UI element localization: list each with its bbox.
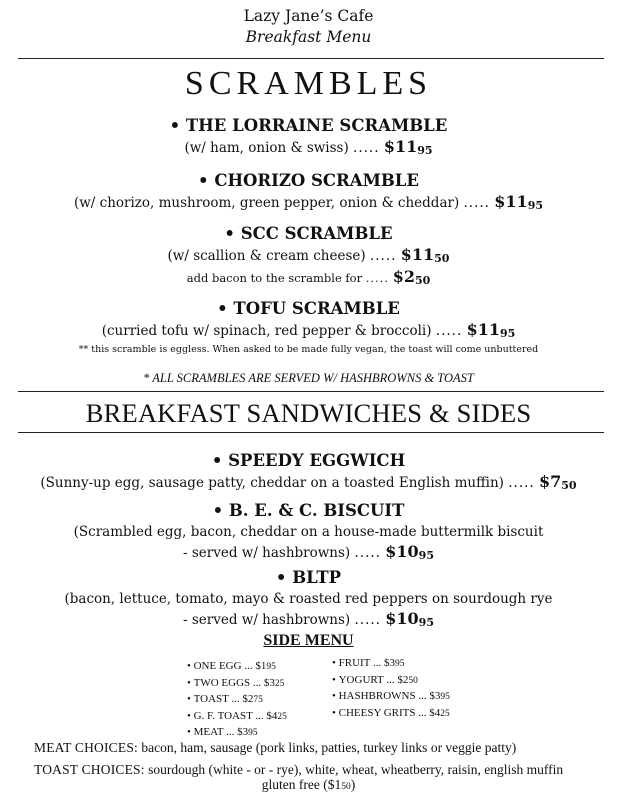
item-price: $1195 <box>466 320 516 340</box>
menu-item-scc-scramble <box>0 223 617 289</box>
item-name: • SCC SCRAMBLE <box>224 224 393 243</box>
meat-choices-label: MEAT CHOICES: <box>34 740 138 755</box>
meat-choices-text: bacon, ham, sausage (pork links, patties, turkey links or veggie patty) <box>141 740 517 755</box>
item-price: $750 <box>539 472 577 492</box>
menu-item-lorraine-scramble <box>0 115 617 159</box>
price-leader: ..... <box>354 612 381 628</box>
menu-title: Breakfast Menu <box>245 28 372 46</box>
item-price: $1095 <box>385 542 434 562</box>
item-name: • CHORIZO SCRAMBLE <box>198 171 419 190</box>
item-description-line <box>0 542 617 564</box>
menu-item-tofu-scramble <box>0 298 617 358</box>
item-description-line <box>0 320 617 342</box>
addon-line <box>0 267 617 289</box>
side-item: • HASHBROWNS ... $395 <box>332 689 450 706</box>
side-item: • MEAT ... $395 <box>187 725 287 742</box>
item-description: (Sunny-up egg, sausage patty, cheddar on a toasted English muffin) <box>40 475 504 491</box>
side-item: • ONE EGG ... $195 <box>187 659 287 676</box>
scrambles-heading: SCRAMBLES <box>184 65 433 102</box>
item-price: $1195 <box>383 137 433 157</box>
side-menu-left-column <box>187 659 287 742</box>
item-name: • SPEEDY EGGWICH <box>211 451 406 470</box>
item-name: • B. E. & C. BISCUIT <box>212 501 405 520</box>
item-description: (w/ chorizo, mushroom, green pepper, onion & cheddar) <box>73 195 460 211</box>
side-item: • G. F. TOAST ... $425 <box>187 709 287 726</box>
item-name: • TOFU SCRAMBLE <box>217 299 400 318</box>
price-leader: ..... <box>435 323 463 339</box>
side-item: • FRUIT ... $395 <box>332 656 450 673</box>
item-description-line <box>0 609 617 631</box>
item-name: • THE LORRAINE SCRAMBLE <box>169 116 448 135</box>
price-leader: ..... <box>508 475 535 491</box>
menu-header <box>0 6 617 48</box>
side-item: • YOGURT ... $250 <box>332 673 450 690</box>
item-price: $1195 <box>494 192 543 212</box>
eggless-note: ** this scramble is eggless. When asked to be made fully vegan, the toast will come unbuttered <box>78 344 539 355</box>
item-price: $1150 <box>400 245 450 265</box>
side-menu-right-column <box>332 656 450 722</box>
menu-item-bec-biscuit <box>0 500 617 564</box>
item-description-line <box>0 192 617 214</box>
scrambles-footnote: * ALL SCRAMBLES ARE SERVED W/ HASHBROWNS & TOAST <box>143 371 474 385</box>
toast-choices-label: TOAST CHOICES: <box>34 762 145 777</box>
item-name: • BLTP <box>275 568 342 587</box>
addon-description: add bacon to the scramble for <box>186 271 363 285</box>
item-description-cont: - served w/ hashbrowns) <box>183 612 351 628</box>
item-description-line <box>0 137 617 159</box>
side-menu-heading: SIDE MENU <box>263 632 354 649</box>
item-description: (bacon, lettuce, tomato, mayo & roasted red peppers on sourdough rye <box>64 591 553 607</box>
side-item: • TOAST ... $275 <box>187 692 287 709</box>
price-leader: ..... <box>353 140 380 156</box>
toast-choices-text: sourdough (white - or - rye), white, wheat, wheatberry, raisin, english muffin <box>148 762 564 777</box>
sandwiches-divider <box>18 432 604 433</box>
price-leader: ..... <box>463 195 490 211</box>
gluten-free-option: gluten free ($150) <box>261 777 356 792</box>
cafe-name: Lazy Jane’s Cafe <box>243 7 374 25</box>
item-price: $1095 <box>385 609 434 629</box>
item-description-line <box>0 472 617 494</box>
item-description-cont: - served w/ hashbrowns) <box>183 545 351 561</box>
menu-item-speedy-eggwich <box>0 450 617 494</box>
item-description: (curried tofu w/ spinach, red pepper & broccoli) <box>101 323 432 339</box>
price-leader: ..... <box>365 271 390 285</box>
price-leader: ..... <box>369 248 397 264</box>
item-description: (w/ ham, onion & swiss) <box>184 140 349 156</box>
menu-item-bltp <box>0 567 617 631</box>
addon-price: $250 <box>392 267 431 287</box>
price-leader: ..... <box>354 545 381 561</box>
item-description: (w/ scallion & cream cheese) <box>167 248 366 264</box>
side-item: • CHEESY GRITS ... $425 <box>332 706 450 723</box>
sandwiches-heading: BREAKFAST SANDWICHES & SIDES <box>85 398 532 428</box>
item-description-line <box>0 245 617 267</box>
middle-divider <box>18 391 604 392</box>
meat-choices <box>34 739 594 757</box>
side-item: • TWO EGGS ... $325 <box>187 676 287 693</box>
item-description: (Scrambled egg, bacon, cheddar on a house-made buttermilk biscuit <box>73 524 544 540</box>
menu-item-chorizo-scramble <box>0 170 617 214</box>
top-divider <box>18 58 604 59</box>
